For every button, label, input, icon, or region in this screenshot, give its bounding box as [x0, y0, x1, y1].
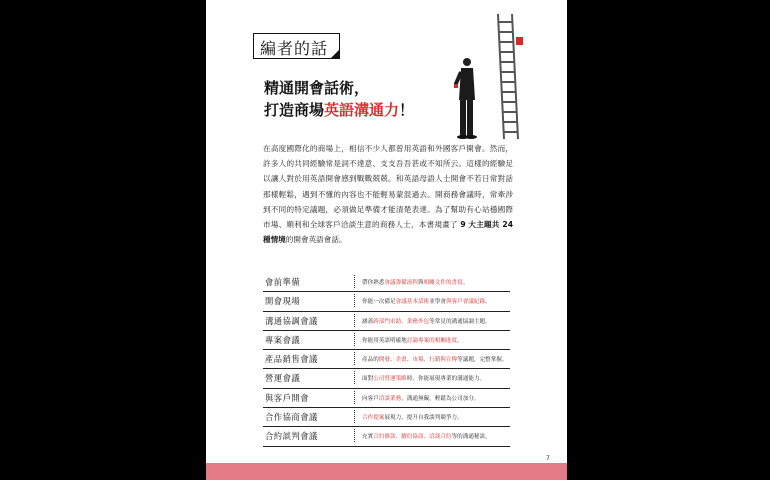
topic-description [362, 413, 463, 421]
topic-label: 與客戶開會 [265, 392, 309, 403]
headline-highlight: 英語溝通力 [324, 101, 400, 119]
page-headline [264, 77, 414, 121]
topic-desc-text: 面對 [362, 376, 374, 383]
editor-note-heading-box [253, 33, 340, 59]
topic-row [263, 389, 510, 408]
topic-label: 會前準備 [265, 277, 301, 287]
topic-desc-highlight: 公司營運策略 [373, 376, 407, 383]
dotted-separator [354, 371, 355, 384]
topic-description [362, 394, 480, 402]
intro-bold-text: 9 大主題共 24 種情境 [263, 220, 513, 245]
dotted-separator [354, 275, 355, 288]
topic-desc-text: 。 [485, 299, 491, 306]
dotted-separator [354, 410, 355, 423]
headline-line-2 [264, 99, 414, 121]
topic-desc-highlight: 洽談業務 [378, 395, 402, 402]
topic-desc-text: 展現力，提升自我談判競爭力。 [384, 415, 463, 422]
topic-description [362, 355, 507, 363]
topic-row [263, 369, 510, 388]
topic-desc-highlight: 開發、企畫、市場、行銷與宣傳 [378, 357, 458, 364]
topic-desc-highlight: 相關文件的書寫 [423, 280, 463, 286]
topic-row [263, 350, 510, 369]
topic-row [263, 427, 510, 446]
topic-description [362, 297, 491, 305]
topic-label: 合作協商會議 [265, 412, 318, 423]
topic-desc-text: 帶你熟悉 [362, 280, 385, 286]
red-flag-icon [516, 37, 523, 45]
topic-label: 產品銷售會議 [265, 354, 318, 365]
topic-desc-text: 你能一次備足 [362, 299, 396, 306]
intro-text-end: 的開會英語會話。 [285, 235, 347, 245]
topic-desc-text: 你能用英語明確地 [362, 337, 407, 344]
topic-row [263, 408, 510, 427]
topic-desc-text: ，溝通無礙，輕鬆為公司加分。 [401, 395, 480, 402]
topic-desc-text: 時，你能展現專業的溝通能力。 [406, 376, 486, 383]
topic-description [362, 336, 463, 344]
dotted-separator [354, 429, 355, 442]
topic-description [362, 317, 491, 325]
topic-desc-highlight: 跨部門求助、業務外包 [373, 318, 430, 325]
topic-desc-highlight: 合約條款、續約協商、洽談合約 [373, 434, 452, 441]
book-page [206, 0, 567, 480]
intro-text: 在高度國際化的商場上，相信不少人都曾用英語和外國客戶開會。然而，許多人的共同經驗常是詞不達意、支支吾吾甚或不知所云。這樣的經驗足以讓人對於用英語開會感到戰戰兢兢。和英語母語人士開會不若日常對話那樣輕鬆，遇到不懂的內容也不能輕易蒙混過去。開商務會議時，常牽涉到不同的特定議題，必須做足準備才能清楚表達。為了幫助有心站穩國際市場、順利和全球客戶洽談生意的商務人士，本書規畫了 [263, 144, 513, 230]
topic-row [263, 331, 510, 350]
topic-desc-text: 涵蓋 [362, 318, 374, 325]
dotted-separator [354, 294, 355, 307]
man-with-ladder-illustration [454, 14, 524, 144]
topic-label: 專案會議 [265, 334, 301, 345]
topic-desc-text: 向客戶 [362, 395, 379, 402]
topic-desc-highlight: 與客戶會議紀錄 [445, 299, 486, 306]
footer-bar [206, 463, 567, 480]
topic-description [362, 278, 468, 286]
businessman-icon [454, 58, 477, 139]
topic-desc-highlight: 會議基本話術 [395, 299, 430, 306]
topic-description [362, 432, 491, 440]
heading-corner-decoration [330, 49, 340, 59]
headline-line-1: 精通開會話術， [264, 79, 370, 97]
topic-desc-highlight: 討論專案的相關進度 [406, 337, 458, 344]
topic-desc-highlight: 會議籌備流程 [384, 280, 418, 286]
topic-desc-text: 並學會 [429, 299, 446, 306]
intro-paragraph [263, 141, 513, 247]
topic-label: 溝通協調會議 [265, 315, 318, 326]
topic-desc-text: 等議題，完整掌握。 [457, 357, 508, 364]
dotted-separator [354, 391, 355, 404]
dotted-separator [354, 314, 355, 327]
topic-desc-text: 等常見的溝通協調主題。 [429, 318, 491, 325]
topic-desc-text: 充實 [362, 434, 374, 441]
headline-line-2-suffix: ！ [399, 101, 415, 119]
topic-desc-text: 等的溝通秘訣。 [451, 434, 491, 441]
editor-note-heading: 編者的話 [260, 39, 329, 58]
topic-desc-text: 。 [457, 337, 463, 344]
topic-description [362, 374, 485, 382]
page-number: 7 [546, 455, 550, 462]
topic-row [263, 292, 510, 311]
headline-line-2-prefix: 打造商場 [264, 101, 325, 119]
topic-desc-text: 。 [462, 280, 469, 286]
ladder-icon [498, 14, 518, 139]
dotted-separator [354, 352, 355, 365]
topics-table [263, 273, 510, 447]
topic-desc-text: 與 [417, 280, 424, 286]
topic-label: 營運會議 [265, 373, 301, 384]
topic-row [263, 312, 510, 331]
topic-label: 合約談判會議 [265, 431, 318, 442]
dotted-separator [354, 333, 355, 346]
topic-desc-highlight: 合作提案 [362, 415, 385, 422]
topic-label: 開會現場 [265, 296, 301, 307]
topic-row [263, 273, 510, 292]
topic-desc-text: 產品的 [362, 357, 379, 364]
